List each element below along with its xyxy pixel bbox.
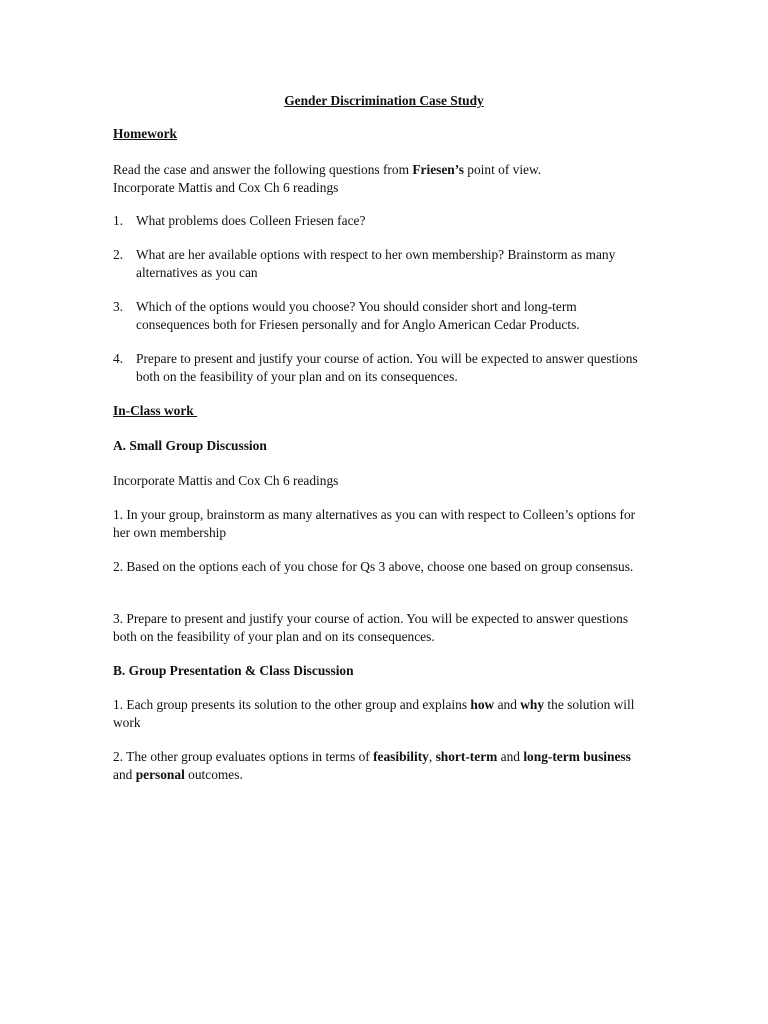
question-number: 2. bbox=[113, 247, 124, 262]
item-text: , bbox=[428, 749, 436, 764]
bold-long-term-business: long-term business bbox=[523, 749, 631, 764]
intro-text-after: point of view. bbox=[463, 162, 542, 177]
intro-friesen-bold: Friesen’s bbox=[412, 162, 464, 177]
homework-question-1 bbox=[113, 212, 653, 230]
homework-question-3 bbox=[113, 298, 653, 333]
section-a-item-2: 2. Based on the options each of you chose for Qs 3 above, choose one based on group consensus. bbox=[113, 559, 634, 574]
question-number: 3. bbox=[113, 299, 124, 314]
question-number: 4. bbox=[113, 351, 124, 366]
homework-intro bbox=[113, 161, 653, 196]
item-text: outcomes. bbox=[184, 766, 243, 782]
intro-text-before: Read the case and answer the following questions from bbox=[113, 162, 413, 177]
section-b-item-1 bbox=[113, 696, 653, 731]
question-text: What problems does Colleen Friesen face? bbox=[136, 213, 366, 228]
inclass-heading: In-Class work bbox=[113, 403, 198, 418]
homework-heading: Homework bbox=[113, 126, 177, 141]
bold-personal: personal bbox=[135, 766, 185, 782]
question-text: What are her available options with respect to her own membership? Brainstorm as many alternatives as you can bbox=[136, 247, 616, 280]
item-text: 1. Each group presents its solution to the other group and explains bbox=[113, 697, 471, 712]
document-title: Gender Discrimination Case Study bbox=[284, 93, 484, 108]
item-text: 2. The other group evaluates options in terms of bbox=[113, 749, 374, 764]
question-text: Prepare to present and justify your course of action. You will be expected to answer questions both on the feasibility of your plan and on its consequences. bbox=[136, 351, 638, 384]
bold-short-term: short-term bbox=[435, 749, 498, 764]
section-a-item-3: 3. Prepare to present and justify your course of action. You will be expected to answer questions both on the feasibility of your plan and on its consequences. bbox=[113, 611, 629, 644]
bold-why: why bbox=[520, 697, 545, 712]
section-b-heading: B. Group Presentation & Class Discussion bbox=[113, 663, 354, 678]
item-text: the solution will work bbox=[113, 697, 635, 730]
question-text: Which of the options would you choose? You should consider short and long-term consequences both for Friesen personally and for Anglo American Cedar Products. bbox=[136, 299, 580, 332]
homework-question-4 bbox=[113, 350, 653, 385]
question-number: 1. bbox=[113, 213, 124, 228]
section-a-heading: A. Small Group Discussion bbox=[113, 438, 267, 453]
section-a-item-1: 1. In your group, brainstorm as many alternatives as you can with respect to Colleen’s options for her own membership bbox=[113, 507, 636, 540]
item-text: and bbox=[494, 697, 521, 712]
section-a-readings: Incorporate Mattis and Cox Ch 6 readings bbox=[113, 473, 339, 488]
item-text: and bbox=[113, 766, 136, 782]
bold-how: how bbox=[470, 697, 495, 712]
bold-feasibility: feasibility bbox=[373, 749, 429, 764]
item-text: and bbox=[497, 749, 524, 764]
intro-readings: Incorporate Mattis and Cox Ch 6 readings bbox=[113, 179, 339, 195]
homework-question-2 bbox=[113, 246, 653, 281]
section-b-item-2 bbox=[113, 748, 653, 783]
